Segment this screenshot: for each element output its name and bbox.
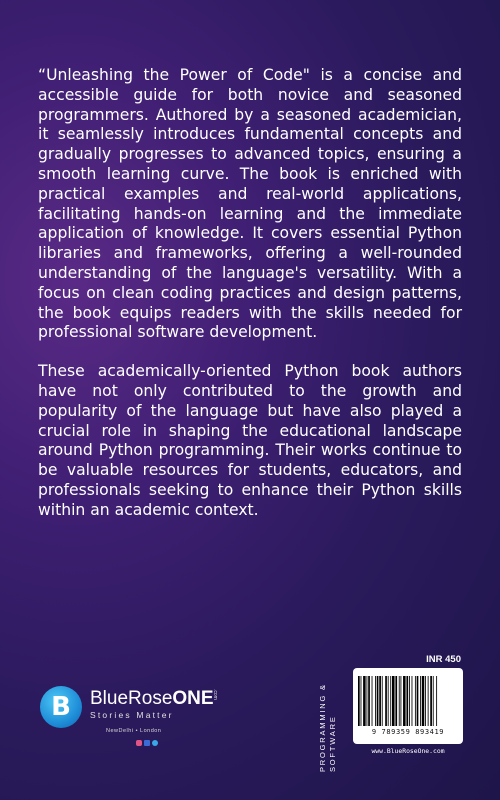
bluerose-logo-icon — [40, 686, 82, 728]
barcode-bar — [420, 676, 421, 726]
barcode-bar — [385, 676, 387, 726]
barcode-bar — [392, 676, 395, 726]
social-icons — [136, 740, 158, 746]
price-label: INR 450 — [426, 654, 461, 665]
instagram-icon — [136, 740, 142, 746]
barcode-bar — [433, 676, 434, 726]
blurb-paragraph-1: “Unleashing the Power of Code" is a concise and accessible guide for both novice and seasoned programmers. Authored by a seasoned academician, it seamlessly introduces fundamental concepts and gradually progresses to advanced topics, ensuring a smooth learning curve. The book is enriched with practical examples and real-world applications, facilitating hands-on learning and the immediate application of knowledge. It covers essential Python libraries and frameworks, offering a well-rounded understanding of the language's versatility. With a focus on clean coding practices and design patterns, the book equips readers with the skills needed for professional software development. — [38, 66, 462, 342]
barcode-bar — [358, 676, 360, 726]
barcode-bar — [395, 676, 397, 726]
barcode-bar — [377, 676, 379, 726]
barcode-bar — [382, 676, 383, 726]
barcode-bar — [428, 676, 429, 726]
twitter-icon — [152, 740, 158, 746]
publisher-cities: NewDelhi • London — [106, 728, 162, 734]
barcode-bar — [379, 676, 381, 726]
barcode-bar — [425, 676, 426, 726]
barcode-bar — [390, 676, 391, 726]
barcode-bar — [363, 676, 366, 726]
barcode-bar — [399, 676, 400, 726]
logo-letter: B — [51, 692, 71, 722]
barcode-bar — [415, 676, 416, 726]
isbn-barcode — [353, 668, 463, 744]
publisher-name-main: BlueRose — [90, 688, 173, 709]
barcode-bar — [409, 676, 410, 726]
barcode-bar — [375, 676, 376, 726]
publisher-name-accent: ONE — [172, 688, 214, 709]
facebook-icon — [144, 740, 150, 746]
publisher-name-suffix: .com — [212, 689, 218, 700]
back-cover-blurb — [38, 66, 462, 540]
barcode-bar — [403, 676, 406, 726]
barcode-bar — [436, 676, 437, 726]
barcode-bars — [357, 676, 459, 726]
barcode-bar — [372, 676, 373, 726]
book-category: PROGRAMMING & SOFTWARE — [318, 683, 337, 772]
blurb-paragraph-2: These academically-oriented Python book authors have not only contributed to the growth and popularity of the language but have also played a crucial role in shaping the educational landscape around Python programming. Their works continue to be valuable resources for students, educators, and professionals seeking to enhance their Python skills within an academic context. — [38, 362, 462, 519]
barcode-bar — [401, 676, 402, 726]
publisher-tagline: Stories Matter — [90, 710, 174, 720]
publisher-name — [90, 688, 214, 710]
barcode-bar — [430, 676, 432, 726]
publisher-logo — [40, 686, 230, 756]
barcode-bar — [406, 676, 408, 726]
barcode-bar — [368, 676, 370, 726]
barcode-bar — [412, 676, 413, 726]
barcode-bar — [367, 676, 368, 726]
isbn-number: 9 789359 893419 — [371, 728, 445, 736]
barcode-bar — [417, 676, 419, 726]
barcode-bar — [361, 676, 362, 726]
barcode-bar — [388, 676, 389, 726]
barcode-bar — [422, 676, 425, 726]
publisher-website: www.BlueRoseOne.com — [371, 747, 445, 755]
